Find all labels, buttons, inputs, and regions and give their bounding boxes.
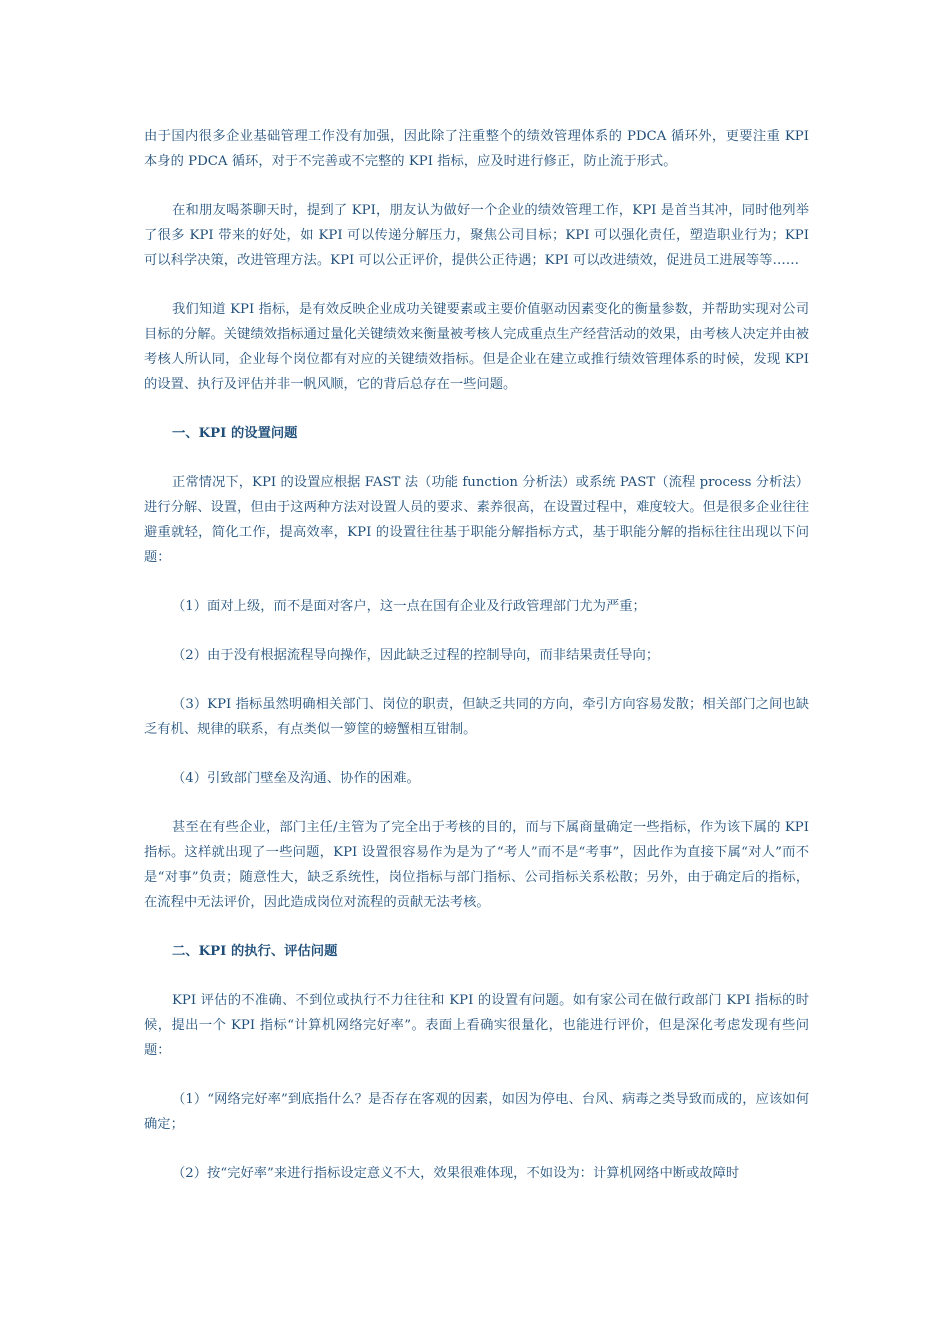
paragraph-gap — [144, 742, 809, 766]
paragraph-fast-past: 正常情况下，KPI 的设置应根据 FAST 法（功能 function 分析法）或系统 PAST（流程 process 分析法）进行分解、设置，但由于这两种方法对设置人员的要求、素养很高，在设置过程中，难度较大。但是很多企业往往避重就轻，简化工作，提高效率，KPI 的设置往往基于职能分解指标方式，基于职能分解的指标往往出现以下问题： — [144, 475, 809, 565]
paragraph-gap — [144, 570, 809, 594]
paragraph-pdca: 由于国内很多企业基础管理工作没有加强，因此除了注重整个的绩效管理体系的 PDCA 循环外，更要注重 KPI 本身的 PDCA 循环，对于不完善或不完整的 KPI 指标，应及时进行修正，防止流于形式。 — [144, 129, 809, 169]
paragraph-gap — [144, 397, 809, 421]
paragraph-gap — [144, 791, 809, 815]
paragraph-gap — [144, 964, 809, 988]
list-item-network-1: （1）“网络完好率”到底指什么？是否存在客观的因素，如因为停电、台风、病毒之类导致而成的，应该如何确定； — [144, 1092, 809, 1132]
list-item-network-2: （2）按“完好率”来进行指标设定意义不大，效果很难体现，不如设为：计算机网络中断或故障时 — [172, 1166, 740, 1181]
paragraph-gap — [144, 273, 809, 297]
document-page — [144, 124, 809, 1186]
section-heading-execution: 二、KPI 的执行、评估问题 — [172, 944, 338, 959]
paragraph-gap — [144, 174, 809, 198]
list-item-1: （1）面对上级，而不是面对客户，这一点在国有企业及行政管理部门尤为严重； — [172, 599, 646, 614]
paragraph-gap — [144, 1063, 809, 1087]
list-item-4: （4）引致部门壁垒及沟通、协作的困难。 — [172, 771, 420, 786]
paragraph-gap — [144, 446, 809, 470]
section-heading-setting: 一、KPI 的设置问题 — [172, 426, 298, 441]
paragraph-gap — [144, 1137, 809, 1161]
list-item-3: （3）KPI 指标虽然明确相关部门、岗位的职责，但缺乏共同的方向，牵引方向容易发散；相关部门之间也缺乏有机、规律的联系，有点类似一箩筐的螃蟹相互钳制。 — [144, 697, 809, 737]
paragraph-supervisor: 甚至在有些企业，部门主任/主管为了完全出于考核的目的，而与下属商量确定一些指标，作为该下属的 KPI 指标。这样就出现了一些问题，KPI 设置很容易作为是为了“考人”而不是“考事”，因此作为直接下属“对人”而不是“对事”负责；随意性大，缺乏系统性，岗位指标与部门指标、公司指标关系松散；另外，由于确定后的指标，在流程中无法评价，因此造成岗位对流程的贡献无法考核。 — [144, 820, 809, 910]
paragraph-network-example: KPI 评估的不准确、不到位或执行不力往往和 KPI 的设置有问题。如有家公司在做行政部门 KPI 指标的时候，提出一个 KPI 指标“计算机网络完好率”。表面上看确实很量化，也能进行评价，但是深化考虑发现有些问题： — [144, 993, 809, 1058]
paragraph-friend-chat: 在和朋友喝茶聊天时，提到了 KPI，朋友认为做好一个企业的绩效管理工作，KPI 是首当其冲，同时他列举了很多 KPI 带来的好处，如 KPI 可以传递分解压力，聚焦公司目标；KPI 可以强化责任，塑造职业行为；KPI 可以科学决策，改进管理方法。KPI 可以公正评价，提供公正待遇；KPI 可以改进绩效，促进员工进展等等…… — [144, 203, 809, 268]
paragraph-gap — [144, 668, 809, 692]
paragraph-gap — [144, 915, 809, 939]
paragraph-kpi-definition: 我们知道 KPI 指标，是有效反映企业成功关键要素或主要价值驱动因素变化的衡量参数，并帮助实现对公司目标的分解。关键绩效指标通过量化关键绩效来衡量被考核人完成重点生产经营活动的效果，由考核人决定并由被考核人所认同，企业每个岗位都有对应的关键绩效指标。但是企业在建立或推行绩效管理体系的时候，发现 KPI 的设置、执行及评估并非一帆风顺，它的背后总存在一些问题。 — [144, 302, 809, 392]
paragraph-gap — [144, 619, 809, 643]
list-item-2: （2）由于没有根据流程导向操作，因此缺乏过程的控制导向，而非结果责任导向； — [172, 648, 660, 663]
